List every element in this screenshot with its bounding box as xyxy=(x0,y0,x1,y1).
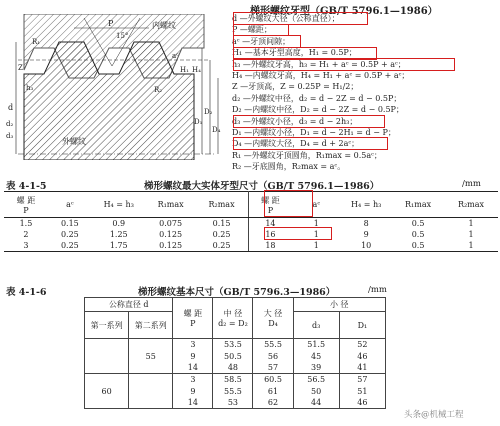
label-angle: 15° xyxy=(116,32,129,40)
definition-line: aᶜ —牙顶间隙； xyxy=(232,36,291,46)
table-row: 60 9 55.5 61 50 51 xyxy=(85,386,386,397)
table1-header-cell: H₄ = h₃ xyxy=(340,192,392,218)
definition-line: H₄ —内螺纹牙高，H₄ = H₁ + aᶜ = 0.5P + aᶜ； xyxy=(232,70,410,80)
table-row: 14 53 62 44 46 xyxy=(85,397,386,409)
label-r1: R₁ xyxy=(32,38,41,46)
table-row: 1.5 0.15 0.9 0.075 0.15 14 1 8 0.5 1 xyxy=(19,219,474,228)
watermark: 头条@机械工程 xyxy=(404,410,464,420)
label-z: Z xyxy=(18,64,23,72)
table1-header-cell: aᶜ xyxy=(292,192,340,218)
highlight-box xyxy=(233,115,385,128)
table1-header-cell: H₄ = h₃ xyxy=(92,192,146,218)
label-d3: d₃ xyxy=(6,132,14,140)
table1-header-cell: R₁max xyxy=(392,192,444,218)
label-cap-d4: D₄ xyxy=(212,126,221,134)
definition-line: Z —牙顶高，Z = 0.25P = H₁/2； xyxy=(232,82,359,92)
table1-header-cell: R₂max xyxy=(444,192,498,218)
table-row: 3 0.25 1.75 0.125 0.25 18 1 10 0.5 1 xyxy=(4,240,498,252)
table2-label: 表 4-1-6 xyxy=(6,287,47,298)
highlight-box xyxy=(233,137,388,150)
definition-line: D₁ —内螺纹小径，D₁ = d − 2H₁ = d − P； xyxy=(232,127,396,137)
table2-header-series1: 第一系列 xyxy=(85,312,129,339)
definition-line: d —外螺纹大径（公称直径）； xyxy=(232,14,340,23)
highlight-box xyxy=(233,58,455,71)
definition-line: P —螺距； xyxy=(232,25,272,35)
label-h1: H₁ xyxy=(180,66,189,74)
highlight-box xyxy=(264,190,313,217)
label-d: d xyxy=(8,103,14,112)
table2-unit: /mm xyxy=(368,285,387,295)
label-ac: aᶜ xyxy=(172,52,179,60)
table1-header-cell: R₂max xyxy=(196,192,248,218)
definition-line: h₃ —外螺纹牙高，h₃ = H₁ + aᶜ = 0.5P + aᶜ； xyxy=(232,59,406,69)
table2-header-minor-d1: D₁ xyxy=(339,312,385,339)
table1-unit: /mm xyxy=(462,179,481,189)
thread-profile-diagram xyxy=(4,14,232,160)
table1 xyxy=(4,191,498,252)
definition-line: H₁ —基本牙型高度，H₁ = 0.5P； xyxy=(232,48,357,58)
table2-header-row xyxy=(85,298,386,312)
label-external-thread: 外螺纹 xyxy=(62,137,86,146)
table2-header-nominal: 公称直径 d xyxy=(85,298,173,312)
definition-line: R₁ —外螺纹牙顶圆角，R₁max = 0.5aᶜ； xyxy=(232,150,382,160)
label-internal-thread: 内螺纹 xyxy=(152,21,176,30)
table2-title: 梯形螺纹基本尺寸（GB/T 5796.3—1986） xyxy=(138,287,336,298)
table-row: 3 58.5 60.5 56.5 57 xyxy=(85,374,386,386)
definition-line: D₄ —内螺纹大径，D₄ = d + 2aᶜ； xyxy=(232,139,360,149)
table-row: 14 48 57 39 41 xyxy=(85,362,386,374)
table2-header-major: 大 径 D₄ xyxy=(253,298,293,339)
table2-header-minor-d3: d₃ xyxy=(293,312,339,339)
label-h3: h₃ xyxy=(26,84,34,92)
table-row: 55 9 50.5 56 45 46 xyxy=(85,350,386,361)
definition-line: d₂ —外螺纹中径，d₂ = d − 2Z = d − 0.5P； xyxy=(232,93,402,103)
table1-header-row xyxy=(4,192,498,218)
definition-line: D₂ —内螺纹中径，D₂ = d − 2Z = d − 0.5P； xyxy=(232,105,404,115)
label-pitch: P xyxy=(108,19,114,28)
definition-line: R₂ —牙底圆角，R₂max = aᶜ。 xyxy=(232,162,346,172)
table1-title: 梯形螺纹最大实体牙型尺寸（GB/T 5796.1—1986） xyxy=(144,181,380,192)
table1-header-cell: R₁max xyxy=(146,192,196,218)
table2-header-pitch: 螺 距 P xyxy=(173,298,213,339)
table1-header-pitch: 螺 距 P xyxy=(248,192,292,218)
label-r2: R₂ xyxy=(154,86,163,94)
label-cap-d2: D₂ xyxy=(204,108,213,116)
table2-header-series2: 第二系列 xyxy=(129,312,173,339)
table-row: 2 0.25 1.25 0.125 0.25 16 1 9 0.5 1 xyxy=(23,230,474,239)
table1-header-cell: aᶜ xyxy=(48,192,92,218)
definition-line: d₃ —外螺纹小径，d₃ = d − 2h₃； xyxy=(232,116,358,126)
table1-label: 表 4-1-5 xyxy=(6,181,47,192)
label-cap-d1: D₁ xyxy=(194,118,203,126)
figure-title: 梯形螺纹牙型（GB/T 5796.1—1986） xyxy=(250,6,438,17)
label-d2: d₂ xyxy=(6,120,14,128)
label-h4: H₄ xyxy=(192,66,201,74)
table1-header-pitch: 螺 距 P xyxy=(4,192,48,218)
table2-header-minor: 小 径 xyxy=(293,298,385,312)
table2 xyxy=(84,297,386,409)
highlight-box xyxy=(264,227,332,240)
table2-header-mid: 中 径 d₂ = D₂ xyxy=(213,298,253,339)
table-row: 3 53.5 55.5 51.5 52 xyxy=(85,339,386,351)
